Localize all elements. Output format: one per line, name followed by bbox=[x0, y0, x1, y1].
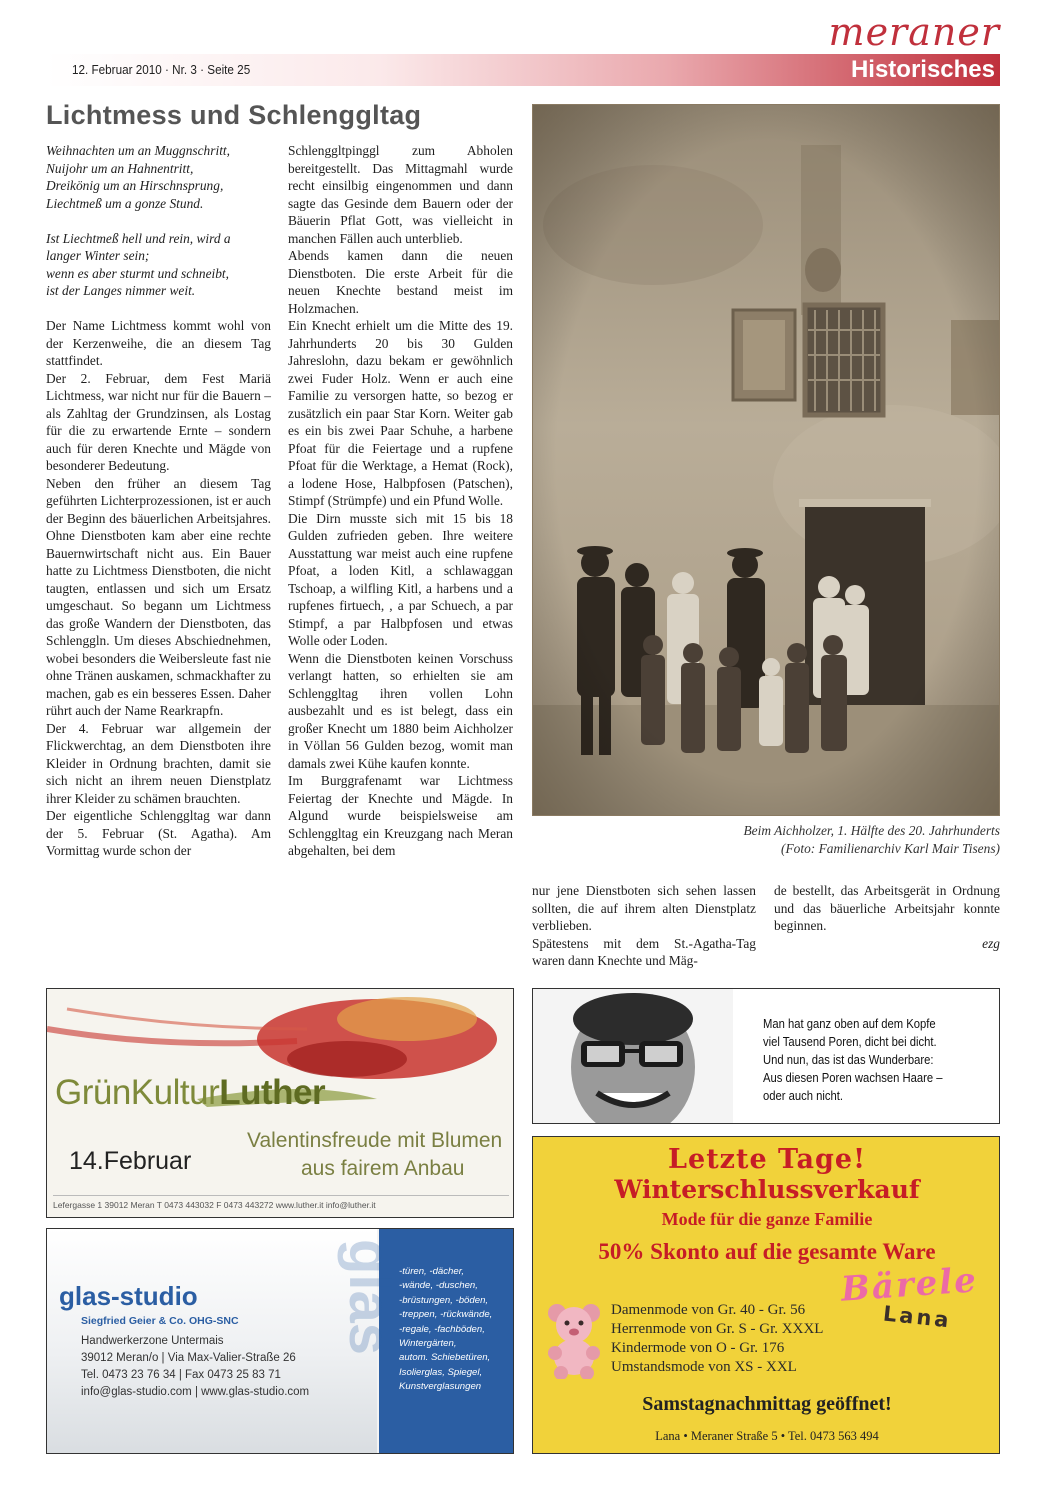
quote-line: viel Tausend Poren, dicht bei dicht. bbox=[763, 1035, 937, 1049]
article-paragraph: Spätestens mit dem St.-Agatha-Tag waren dann Knechte und Mäg- bbox=[532, 935, 756, 968]
department-item: Umstandsmode von XS - XXL bbox=[611, 1359, 797, 1375]
brand-part: GrünKultur bbox=[55, 1073, 220, 1112]
service-item: -brüstungen, -böden, bbox=[399, 1294, 489, 1306]
quote-line: Man hat ganz oben auf dem Kopfe bbox=[763, 1017, 936, 1031]
ad-glas-studio[interactable] bbox=[46, 1228, 514, 1454]
service-item: autom. Schiebetüren, bbox=[399, 1352, 491, 1364]
article-paragraph: Ein Knecht erhielt um die Mitte des 19. Jahrhunderts 20 bis 30 Gulden Jahreslohn, dazu bekam er gewöhnlich zwei Fuder Holz. Wenn er auch eine Familie zu versorgen hatte, so bezog er zusätzlich ein paar Star Korn. Weiter gab es ein bis zwei Paar Schuhe, a harbene Pfoat für die Feiertage und a rupfene Pfoat für die Werktage, a Hemat (Rock), a lodene Hose, Halbpfosen (Patschen), Stimpf (Strümpfe) und ein Pfund Wolle. bbox=[288, 318, 513, 508]
issue-line: 12. Februar 2010 · Nr. 3 · Seite 25 bbox=[72, 62, 251, 77]
article-paragraph: Wenn die Dienstboten keinen Vorschuss verlangt hatten, so erhielten sie am Schlenggltag ihren vollen Lohn ausbezahlt und es ist belegt, dass ein großer Knecht um 1880 beim Aichholzer in Völlan 56 Gulden bezog, womit man damals zwei Kühe kaufen konnte. bbox=[288, 650, 513, 771]
quote-text bbox=[763, 1015, 970, 1105]
department-item: Damenmode von Gr. 40 - Gr. 56 bbox=[611, 1302, 806, 1318]
poem-line: Liechtmeß um a gonze Stund. bbox=[46, 195, 204, 211]
article-column-3 bbox=[532, 882, 756, 970]
poem-line: ist der Langes nimmer weit. bbox=[46, 283, 196, 298]
poem-line: Dreikönig um an Hirschnsprung, bbox=[46, 178, 224, 193]
article-paragraph: nur jene Dienstboten sich sehen lassen sollten, die auf ihrem alten Dienstplatz verblieben. bbox=[532, 883, 756, 933]
glas-studio-logo: glas-studio bbox=[59, 1281, 198, 1311]
department-item: Kindermode von O - Gr. 176 bbox=[611, 1340, 785, 1356]
photo-caption bbox=[560, 822, 1000, 858]
article-headline: Lichtmess und Schlenggltag bbox=[46, 100, 422, 130]
luther-slogan bbox=[247, 1127, 502, 1183]
author-signature: ezg bbox=[982, 935, 1000, 951]
section-label: Historisches bbox=[850, 56, 995, 83]
article-paragraph: Der Name Lichtmess kommt wohl von der Kerzenweihe, die an diesem Tag stattfindet. bbox=[46, 318, 271, 368]
caption-line: Beim Aichholzer, 1. Hälfte des 20. Jahrhunderts bbox=[743, 823, 1000, 838]
quote-line: oder auch nicht. bbox=[763, 1089, 844, 1103]
article-column-4 bbox=[774, 882, 1000, 952]
portrait-image bbox=[533, 989, 733, 1124]
slogan-line: Valentinsfreude mit Blumen bbox=[247, 1129, 503, 1152]
poem-line: Weihnachten um an Muggnschritt, bbox=[46, 143, 230, 158]
poem-line: langer Winter sein; bbox=[46, 248, 150, 263]
department-list bbox=[611, 1301, 823, 1377]
address-line: Tel. 0473 23 76 34 | Fax 0473 25 83 71 bbox=[81, 1369, 281, 1381]
service-item: -treppen, -rückwände, bbox=[399, 1309, 493, 1321]
quote-line: Aus diesen Poren wachsen Haare – bbox=[763, 1071, 943, 1085]
service-item: -türen, -dächer, bbox=[399, 1266, 465, 1277]
glas-address bbox=[81, 1333, 309, 1401]
ad-gruenkultur-luther[interactable] bbox=[46, 988, 514, 1218]
quote-line: Und nun, das ist das Wunderbare: bbox=[763, 1053, 934, 1067]
address-line: Handwerkerzone Untermais bbox=[81, 1335, 224, 1347]
article-paragraph: Schlenggltpinggl zum Abholen bereitgestellt. Das Mittagmahl wurde recht einsilbig eingenommen und dann sagte das Gesinde dem Bauern oder der Bäuerin Pflat Gott, was vielleicht in manchen Fällen auch unterblieb. bbox=[288, 143, 513, 246]
service-item: Isolierglas, Spiegel, bbox=[399, 1366, 483, 1378]
glas-company-name: Siegfried Geier & Co. OHG-SNC bbox=[81, 1315, 239, 1327]
slogan-line: aus fairem Anbau bbox=[301, 1157, 465, 1180]
article-paragraph: Die Dirn musste sich mit 15 bis 18 Gulden zufrieden geben. Ihre weitere Ausstattung war meist auch eine rupfene Pfoat, a loden Kitl, a schlawaggan Tschoap, a wilfling Kitl, a harbens und a rupfenes firtuech, , a par Schuech, a par Stimpf, a par Halbpfosen und etwas Wolle oder Loden. bbox=[288, 510, 513, 648]
shop-address: Lana • Meraner Straße 5 • Tel. 0473 563 494 bbox=[655, 1429, 879, 1443]
ad-quote-portrait[interactable] bbox=[532, 988, 1000, 1124]
opening-note: Samstagnachmittag geöffnet! bbox=[642, 1393, 892, 1415]
address-line: info@glas-studio.com | www.glas-studio.com bbox=[81, 1386, 310, 1398]
article-paragraph: Der 4. Februar war allgemein der Flickwerchtag, an dem Dienstboten ihre Kleider in Ordnung brachten, damit sie sich nicht an ihrem neuen Dienstplatz ihrer Kleider zu schämen brauchten. bbox=[46, 720, 271, 806]
caption-credit: (Foto: Familienarchiv Karl Mair Tisens) bbox=[781, 841, 1000, 856]
article-paragraph: Abends kamen dann die neuen Dienstboten. Die erste Arbeit für die neuen Knechte bestand meist im Holzmachen. bbox=[288, 248, 513, 316]
poem-stanza-2 bbox=[46, 230, 271, 300]
poem-line: wenn es aber sturmt und schneibt, bbox=[46, 265, 229, 281]
brand-part-bold: Luther bbox=[219, 1073, 326, 1112]
address-line: 39012 Meran/o | Via Max-Valier-Straße 26 bbox=[81, 1352, 296, 1364]
sale-headline: Letzte Tage! bbox=[668, 1144, 866, 1175]
sale-discount: 50% Skonto auf die gesamte Ware bbox=[598, 1239, 936, 1264]
sale-subtitle: Mode für die ganze Familie bbox=[661, 1209, 873, 1229]
luther-date: 14.Februar bbox=[69, 1147, 192, 1175]
department-item: Herrenmode von Gr. S - Gr. XXXL bbox=[611, 1321, 824, 1337]
luther-brand bbox=[55, 1073, 325, 1113]
poem-line: Nuijohr um an Hahnentritt, bbox=[46, 160, 194, 176]
service-item: Wintergärten, bbox=[399, 1338, 457, 1350]
article-paragraph: Der eigentliche Schlenggltag war dann der 5. Februar (St. Agatha). Am Vormittag wurde schon der bbox=[46, 808, 271, 858]
article-paragraph: Im Burggrafenamt war Lichtmess Feiertag der Knechte und Mägde. In Algund wurde beispielsweise am Schlenggltag ein Kreuzgang nach Meran abgehalten, bei dem bbox=[288, 773, 513, 858]
poem-stanza-1 bbox=[46, 142, 271, 212]
article-column-2 bbox=[288, 142, 513, 860]
glas-services-list bbox=[399, 1265, 492, 1395]
article-paragraph: Der 2. Februar, dem Fest Mariä Lichtmess, war nicht nur für die Bauern – als Zahltag der Grundzinsen, als Lostag für die zu erwartende Ernte – sondern auch für deren Knechte und Mägde von besonderer Bedeutung. bbox=[46, 370, 271, 473]
article-column-1 bbox=[46, 142, 271, 860]
baerele-town: Lana bbox=[881, 1301, 953, 1333]
newspaper-logo: meraner bbox=[828, 10, 1000, 54]
article-paragraph: Neben den früher an diesem Tag geführten Lichterprozessionen, ist er auch der Beginn des bäuerlichen Arbeitsjahres. Ohne Dienstboten kam aber eine rechte Bauernwirtschaft nicht aus. Ein Bauer hatte zu Lichtmess Dienstboten, die nicht taugten, entlassen und sich um Ersatz umgeschaut. So begann um Lichtmess das große Wandern der Dienstboten, das Schlenggln. Um dieses Abschiednehmen, wobei besonders die Weibersleute fast nie ohne Tränen auskamen, schmackhafter zu machen, gab es ein besseres Essen. Daher rührt auch der Name Rearkrapfn. bbox=[46, 475, 271, 718]
sale-headline-2: Winterschlussverkauf bbox=[614, 1175, 920, 1204]
teddy-bear-icon bbox=[543, 1299, 605, 1379]
poem-line: Ist Liechtmeß hell und rein, wird a bbox=[46, 230, 231, 246]
service-item: -wände, -duschen, bbox=[399, 1280, 478, 1292]
article-paragraph: de bestellt, das Arbeitsgerät in Ordnung und das bäuerliche Arbeitsjahr konnte beginnen. bbox=[774, 883, 1000, 933]
baerele-logo: Bärele bbox=[839, 1260, 980, 1310]
luther-contact: Lefergasse 1 39012 Meran T 0473 443032 F 0473 443272 www.luther.it info@luther.it bbox=[53, 1195, 509, 1213]
historic-photo bbox=[532, 104, 1000, 816]
service-item: Kunstverglasungen bbox=[399, 1381, 482, 1393]
ad-baerele-lana[interactable] bbox=[532, 1136, 1000, 1454]
service-item: -regale, -fachböden, bbox=[399, 1323, 485, 1335]
glas-vertical-wordmark: glas bbox=[337, 1239, 402, 1356]
